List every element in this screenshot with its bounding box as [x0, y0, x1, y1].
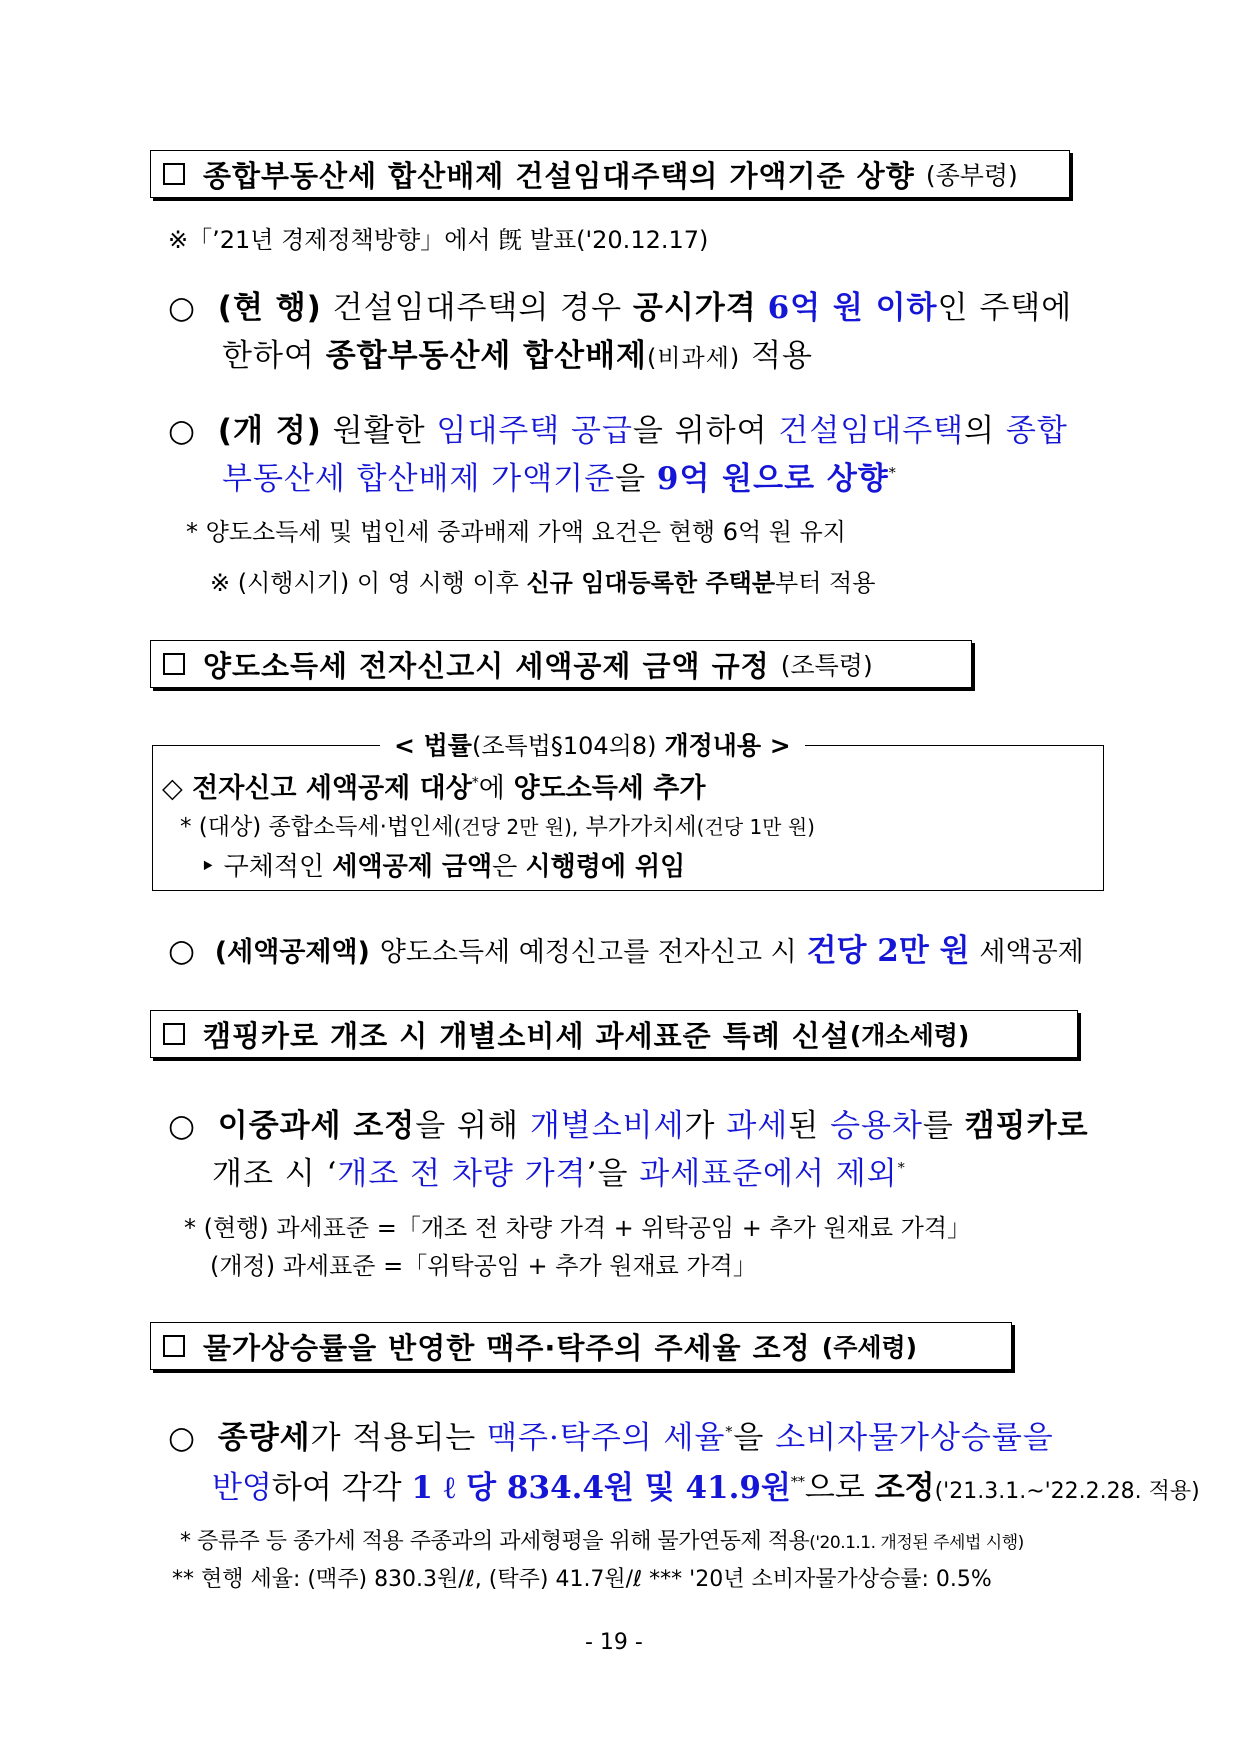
footnote-indexation: * 증류주 등 종가세 적용 주종과의 과세형평을 위해 물가연동제 적용('20.1.1. 개정된 주세법 시행) [180, 1529, 1024, 1554]
section-header-2 [150, 640, 972, 688]
section-title: 양도소득세 전자신고시 세액공제 금액 규정 [203, 648, 770, 683]
footnote-rates: ** 현행 세율: (맥주) 830.3원/ℓ, (탁주) 41.7원/ℓ *** '20년 소비자물가상승률: 0.5% [172, 1567, 992, 1592]
section-paren: (종부령) [925, 161, 1018, 190]
section-title: 물가상승률을 반영한 맥주·탁주의 주세율 조정 [203, 1330, 811, 1365]
checkbox-square-icon [163, 1023, 185, 1045]
law-box-line2: * (대상) 종합소득세·법인세(건당 2만 원), 부가가치세(건당 1만 원) [180, 814, 815, 840]
law-box-line1: ◇ 전자신고 세액공제 대상*에 양도소득세 추가 [162, 773, 706, 804]
checkbox-square-icon [163, 653, 185, 675]
section-title: 종합부동산세 합산배제 건설임대주택의 가액기준 상향 [203, 158, 915, 193]
paragraph-current: ○ (현 행) 건설임대주택의 경우 공시가격 6억 원 이하인 주택에 [168, 290, 1073, 326]
paragraph-liquor-cont: 반영하여 각각 1 ℓ 당 834.4원 및 41.9원**으로 조정('21.3.1.~'22.2.28. 적용) [212, 1470, 1200, 1506]
paragraph-liquor: ○ 종량세가 적용되는 맥주·탁주의 세율*을 소비자물가상승률을 [168, 1420, 1054, 1456]
footnote: * 양도소득세 및 법인세 중과배제 가액 요건은 현행 6억 원 유지 [186, 518, 846, 546]
announcement-note: ※「’21년 경제정책방향」에서 旣 발표('20.12.17) [168, 226, 709, 254]
section-header-3 [150, 1010, 1078, 1058]
law-box-title: < 법률(조특법§104의8) 개정내용 > [380, 726, 805, 762]
paragraph-revised-cont: 부동산세 합산배제 가액기준을 9억 원으로 상향* [222, 461, 897, 497]
paragraph-revised: ○ (개 정) 원활한 임대주택 공급을 위하여 건설임대주택의 종합 [168, 413, 1068, 449]
paragraph-current-cont: 한하여 종합부동산세 합산배제(비과세) 적용 [222, 338, 814, 374]
paragraph-campingcar-cont: 개조 시 ‘개조 전 차량 가격’을 과세표준에서 제외* [212, 1156, 906, 1192]
section-title: 캠핑카로 개조 시 개별소비세 과세표준 특례 신설 [203, 1018, 850, 1053]
checkbox-square-icon [163, 1335, 185, 1357]
footnote-effective: ※ (시행시기) 이 영 시행 이후 신규 임대등록한 주택분부터 적용 [210, 569, 876, 597]
footnote-revised: (개정) 과세표준 =「위탁공임 + 추가 원재료 가격」 [210, 1252, 757, 1280]
checkbox-square-icon [163, 163, 185, 185]
section-paren: (개소세령) [849, 1021, 970, 1050]
section-header-4 [150, 1322, 1012, 1370]
section-paren: (주세령) [821, 1333, 918, 1362]
section-header-1 [150, 150, 1070, 198]
paragraph-tax-credit: ○ (세액공제액) 양도소득세 예정신고를 전자신고 시 건당 2만 원 세액공제 [168, 933, 1084, 969]
paragraph-campingcar: ○ 이중과세 조정을 위해 개별소비세가 과세된 승용차를 캠핑카로 [168, 1108, 1089, 1144]
footnote-current: * (현행) 과세표준 =「개조 전 차량 가격 + 위탁공임 + 추가 원재료 가격」 [184, 1214, 972, 1242]
law-box-line3: ‣ 구체적인 세액공제 금액은 시행령에 위임 [200, 852, 686, 882]
page-number: - 19 - [585, 1630, 643, 1655]
section-paren: (조특령) [780, 651, 873, 680]
